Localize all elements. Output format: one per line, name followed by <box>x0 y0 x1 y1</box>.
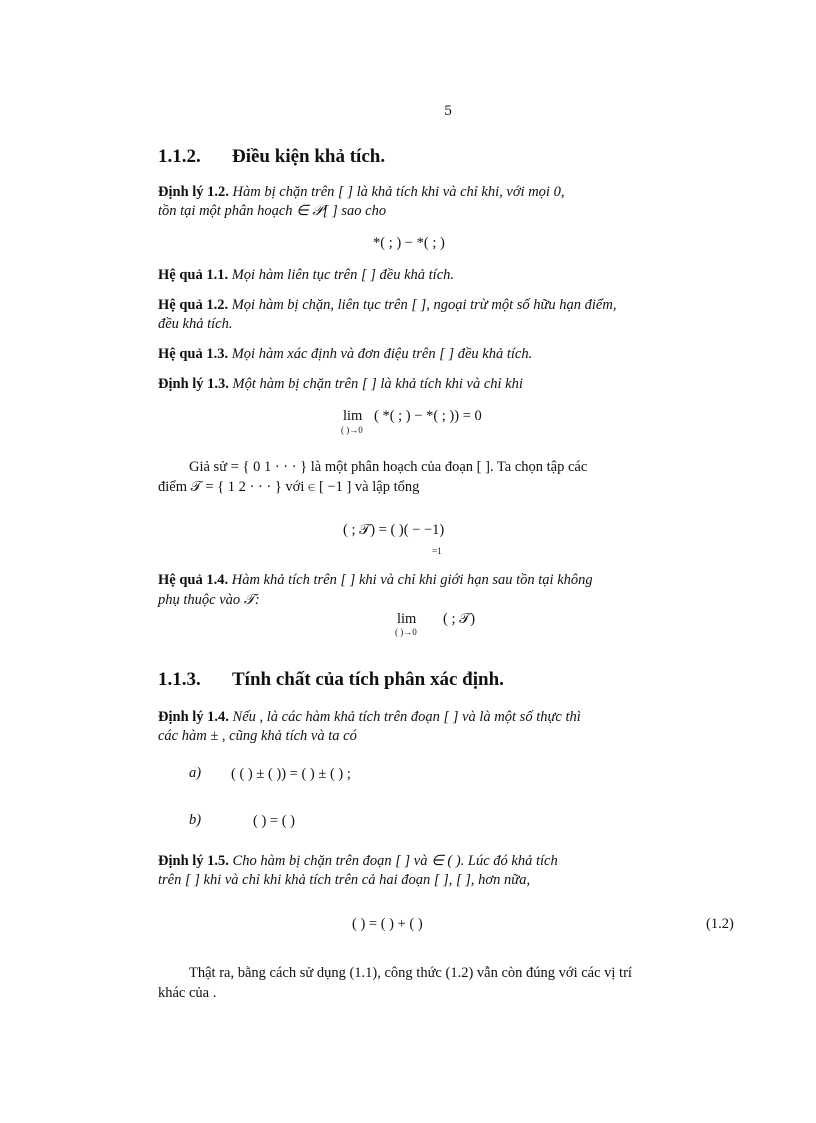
theorem-1-2-equation: *( ; ) − *( ; ) <box>373 235 445 251</box>
corollary-text: Mọi hàm liên tục trên [ ] đều khả tích. <box>231 267 455 283</box>
theorem-text: Cho hàm bị chặn trên đoạn [ ] và ∈ ( ). Lúc đó khả tích <box>232 853 558 869</box>
section-number: 1.1.3. <box>158 669 201 690</box>
theorem-1-2-line-1 <box>158 185 564 200</box>
corollary-1-3 <box>158 347 532 362</box>
theorem-1-2-line-2: tồn tại một phân hoạch ∈ 𝒫[ ] sao cho <box>158 203 387 219</box>
page-number: 5 <box>444 104 453 119</box>
corollary-1-1 <box>158 268 454 283</box>
theorem-1-3-line-1 <box>158 377 523 392</box>
corollary-text: Hàm khả tích trên [ ] khi và chỉ khi giới hạn sau tồn tại không <box>231 572 593 588</box>
theorem-text: Một hàm bị chặn trên [ ] là khả tích khi và chỉ khi <box>232 376 523 392</box>
equation-number: (1.2) <box>706 916 734 932</box>
theorem-1-3-lim: lim <box>343 408 363 424</box>
section-title: Tính chất của tích phân xác định. <box>232 669 504 690</box>
section-title: Điều kiện khả tích. <box>232 146 386 167</box>
corollary-1-2-line-2: đều khả tích. <box>158 316 233 332</box>
section-heading-1-1-2 <box>158 146 385 168</box>
riemann-sum-equation: ( ; 𝒯) = ( )( − −1) <box>343 522 445 538</box>
riemann-sum-index: =1 <box>432 546 442 556</box>
closing-paragraph-line-1: Thật ra, bằng cách sử dụng (1.1), công thức (1.2) vẫn còn đúng với các vị trí <box>189 965 632 981</box>
theorem-1-4-item-b-label: b) <box>189 812 202 828</box>
theorem-label: Định lý 1.5. <box>158 853 229 869</box>
theorem-1-4-item-a-label: a) <box>189 765 202 781</box>
theorem-1-4-item-a-equation: ( ( ) ± ( )) = ( ) ± ( ) ; <box>231 766 351 782</box>
corollary-label: Hệ quả 1.1. <box>158 267 229 283</box>
corollary-1-4-lim-subscript: ( )→0 <box>395 627 417 637</box>
corollary-1-4-line-1 <box>158 573 593 588</box>
corollary-text: Mọi hàm xác định và đơn điệu trên [ ] đều khả tích. <box>231 346 533 362</box>
theorem-text: Nếu , là các hàm khả tích trên đoạn [ ] và là một số thực thì <box>232 709 581 725</box>
theorem-text: Hàm bị chặn trên [ ] là khả tích khi và chỉ khi, với mọi 0, <box>232 184 565 200</box>
partition-paragraph-line-2: điểm 𝒯 = { 1 2 · · · } với ∈ [ −1 ] và lập tổng <box>158 479 420 495</box>
corollary-1-2-line-1 <box>158 298 616 313</box>
partition-paragraph-line-1: Giả sử = { 0 1 · · · } là một phân hoạch của đoạn [ ]. Ta chọn tập các <box>189 459 588 475</box>
section-number: 1.1.2. <box>158 146 201 167</box>
section-heading-1-1-3 <box>158 669 504 691</box>
corollary-1-4-lim: lim <box>397 611 417 627</box>
theorem-1-5-equation: ( ) = ( ) + ( ) <box>352 916 423 932</box>
theorem-label: Định lý 1.3. <box>158 376 229 392</box>
corollary-label: Hệ quả 1.3. <box>158 346 229 362</box>
corollary-text: Mọi hàm bị chặn, liên tục trên [ ], ngoại trừ một số hữu hạn điểm, <box>231 297 617 313</box>
theorem-label: Định lý 1.4. <box>158 709 229 725</box>
closing-paragraph-line-2: khác của . <box>158 985 217 1001</box>
theorem-1-4-item-b-equation: ( ) = ( ) <box>253 813 295 829</box>
corollary-label: Hệ quả 1.4. <box>158 572 229 588</box>
theorem-1-4-line-2: các hàm ± , cũng khả tích và ta có <box>158 728 357 744</box>
theorem-label: Định lý 1.2. <box>158 184 229 200</box>
theorem-1-4-line-1 <box>158 710 581 725</box>
theorem-1-3-lim-subscript: ( )→0 <box>341 425 363 435</box>
corollary-label: Hệ quả 1.2. <box>158 297 229 313</box>
theorem-1-5-line-2: trên [ ] khi và chỉ khi khả tích trên cả hai đoạn [ ], [ ], hơn nữa, <box>158 872 531 888</box>
corollary-1-4-line-2: phụ thuộc vào 𝒯: <box>158 592 260 608</box>
theorem-1-3-equation: ( *( ; ) − *( ; )) = 0 <box>374 408 482 424</box>
corollary-1-4-equation: ( ; 𝒯) <box>443 611 476 627</box>
theorem-1-5-line-1 <box>158 854 558 869</box>
